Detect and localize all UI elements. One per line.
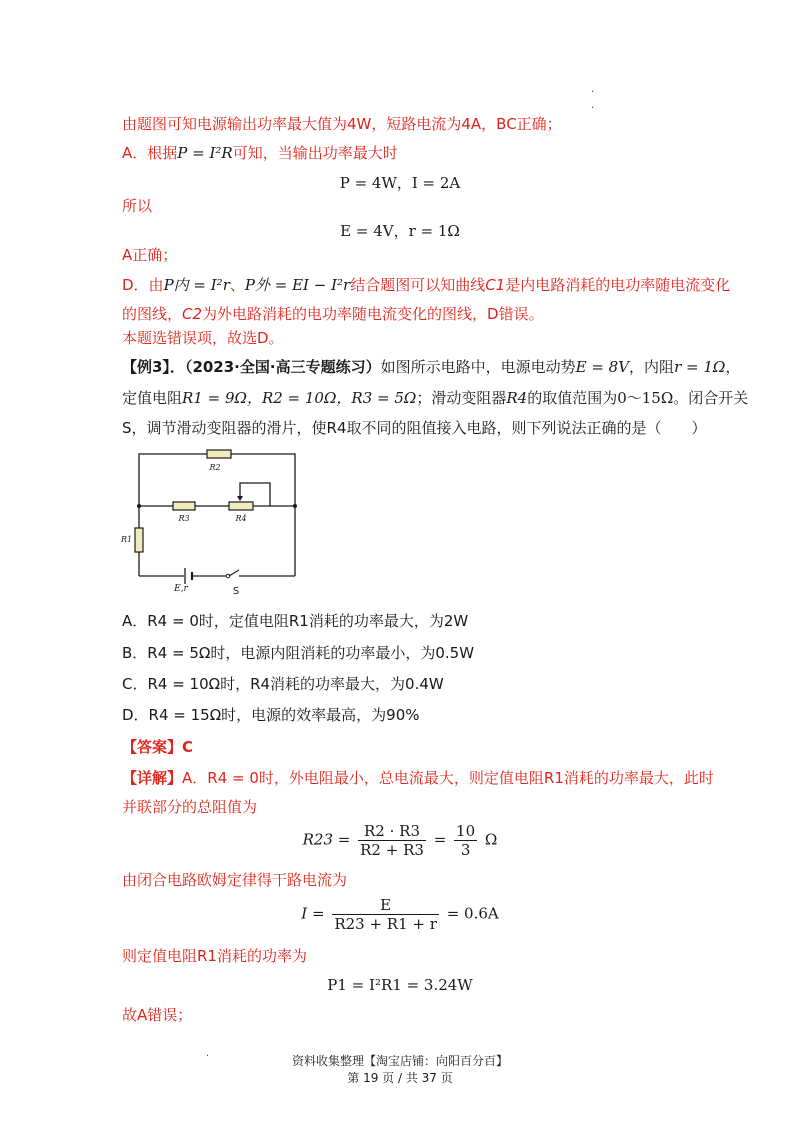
option-a: A．R4 = 0时，定值电阻R1消耗的功率最大，为2W <box>122 612 469 630</box>
label-r2: R2 <box>209 463 221 472</box>
option-b: B．R4 = 5Ω时，电源内阻消耗的功率最小，为0.5W <box>122 644 475 662</box>
label-switch: S <box>232 586 240 597</box>
equation: E = 4V，r = 1Ω <box>340 222 460 240</box>
text-line: 的图线，C2为外电路消耗的电功率随电流变化的图线，D错误。 <box>122 305 544 323</box>
resistor-r1 <box>135 528 143 552</box>
label-r3: R3 <box>178 514 190 523</box>
detail-line: 【详解】A．R4 = 0时，外电阻最小，总电流最大，则定值电阻R1消耗的功率最大，此时 <box>122 769 714 787</box>
switch-blade <box>229 570 239 576</box>
detail-line: 由闭合电路欧姆定律得干路电流为 <box>122 871 348 889</box>
scan-dot: . <box>591 84 595 95</box>
equation-r23: R23 = $\frac{R2 \cdot R3}{R2 + R3}$ = $\frac{10}{3}$ Ω <box>302 822 498 859</box>
slider-arrow <box>237 496 243 501</box>
label-r4: R4 <box>235 514 247 523</box>
equation-current: I = $\frac{E}{R23 + R1 + r}$ = 0.6A <box>301 896 499 933</box>
equation: P = 4W，I = 2A <box>339 174 461 192</box>
text-line: A．根据P = I²R可知，当输出功率最大时 <box>122 144 398 162</box>
question-stem: S，调节滑动变阻器的滑片，使R4取不同的阻值接入电路，则下列说法正确的是（ ） <box>122 419 707 437</box>
page-number: 第 19 页 / 共 37 页 <box>347 1071 453 1085</box>
resistor-r3 <box>173 502 195 510</box>
scan-dot: . <box>591 100 595 111</box>
question-stem: 定值电阻R1 = 9Ω，R2 = 10Ω，R3 = 5Ω；滑动变阻器R4的取值范围为0～15Ω。闭合开关 <box>122 389 749 407</box>
resistor-r2 <box>207 450 231 458</box>
text-line: A正确； <box>122 246 178 264</box>
label-source: E,r <box>174 584 188 594</box>
text-line: 所以 <box>122 197 153 215</box>
text-line: D．由P内 = I²r、P外 = EI − I²r结合题图可以知曲线C1是内电路消耗的电功率随电流变化 <box>122 276 731 294</box>
detail-line: 并联部分的总阻值为 <box>122 798 258 816</box>
detail-line: 则定值电阻R1消耗的功率为 <box>122 947 307 965</box>
equation-p1: P1 = I²R1 = 3.24W <box>327 976 473 994</box>
junction <box>137 504 141 508</box>
option-d: D．R4 = 15Ω时，电源的效率最高，为90% <box>122 706 420 724</box>
rheostat-r4 <box>229 502 253 510</box>
footer-shop: 资料收集整理【淘宝店铺：向阳百分百】 <box>291 1054 508 1068</box>
circuit-diagram <box>115 448 315 598</box>
question-stem: 【例3】．（2023·全国·高三专题练习）如图所示电路中，电源电动势E = 8V，内阻r = 1Ω， <box>122 358 741 376</box>
option-c: C．R4 = 10Ω时，R4消耗的功率最大，为0.4W <box>122 675 444 693</box>
detail-line: 故A错误； <box>122 1006 193 1024</box>
wire <box>139 454 295 506</box>
label-r1: R1 <box>121 535 133 544</box>
text-line: 由题图可知电源输出功率最大值为4W，短路电流为4A，BC正确； <box>122 115 562 133</box>
junction <box>293 504 297 508</box>
text-line: 本题选错误项，故选D。 <box>122 329 284 347</box>
answer: 【答案】C <box>122 738 194 756</box>
scan-dot: . <box>206 1048 210 1059</box>
